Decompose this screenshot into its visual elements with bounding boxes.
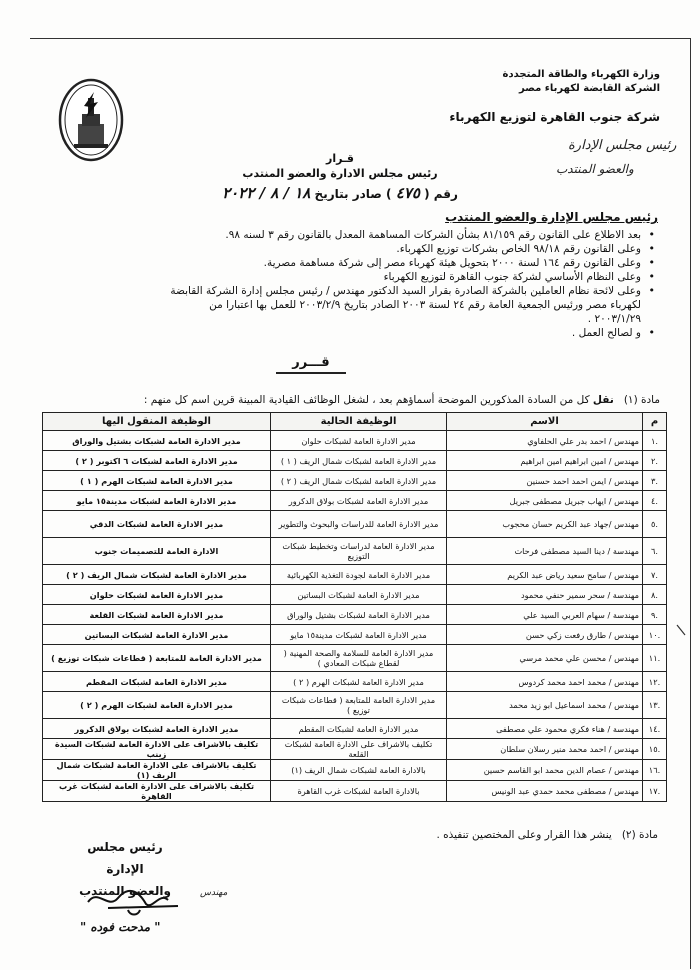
table-row bbox=[43, 692, 667, 719]
table-row bbox=[43, 511, 667, 538]
new-position: مدير الادارة العامة لشبكات المقطم bbox=[43, 672, 271, 692]
signatory-name: " مدحت فوده " bbox=[80, 920, 161, 934]
article-2-text: ينشر هذا القرار وعلى المختصين تنفيذه . bbox=[436, 829, 612, 841]
current-position: بالادارة العامة لشبكات شمال الريف (١) bbox=[271, 760, 447, 781]
current-position: مدير الادارة العامة لشبكات البساتين bbox=[271, 585, 447, 605]
decision-title-block bbox=[210, 152, 470, 202]
table-row bbox=[43, 625, 667, 645]
current-position: مدير الادارة العامة لجودة التغذية الكهربائية bbox=[271, 565, 447, 585]
ministry-name: وزارة الكهرباء والطاقة المتجددة bbox=[502, 69, 660, 80]
transfers-table bbox=[42, 412, 667, 802]
preamble-item: • وعلى القانون رقم ١٦٤ لسنة ٢٠٠٠ بتحويل هيئة كهرباء مصر إلى شركة مساهمة مصرية. bbox=[35, 256, 655, 270]
current-position: مدير الادارة العامة لشبكات الهرم ( ٢ ) bbox=[271, 672, 447, 692]
row-number: .١٥ bbox=[643, 739, 667, 760]
row-number: .١ bbox=[643, 431, 667, 451]
article-1-text: كل من السادة المذكورين الموضحة أسماؤهم بعد ، لشغل الوظائف القيادية المبينة قرين اسم كل منهم : bbox=[143, 394, 590, 406]
row-number: .٤ bbox=[643, 491, 667, 511]
person-name: مهندس / احمد بدر علي الحلفاوي bbox=[447, 431, 643, 451]
person-name: مهندس / محمد احمد محمد كردوس bbox=[447, 672, 643, 692]
number-suffix: ) صادر بتاريخ bbox=[314, 187, 392, 201]
signature-eng-prefix: مهندس bbox=[200, 888, 228, 898]
new-position: مدير الادارة العامة للمتابعة ( قطاعات شبكات توزيع ) bbox=[43, 645, 271, 672]
decision-number-line bbox=[210, 184, 470, 202]
person-name: مهندس / احمد محمد منير رسلان سلطان bbox=[447, 739, 643, 760]
row-number: .١٣ bbox=[643, 692, 667, 719]
new-position: تكليف بالاشراف على الادارة العامة لشبكات السيدة زينب bbox=[43, 739, 271, 760]
row-number: .١١ bbox=[643, 645, 667, 672]
row-number: .٩ bbox=[643, 605, 667, 625]
signature-title-line2: والعضو المنتدب bbox=[79, 884, 171, 898]
new-position: مدير الادارة العامة لشبكات الدقي bbox=[43, 511, 271, 538]
preamble-continuation: لكهرباء مصر ورئيس الجمعية العامة رقم ٢٤ لسنة ٢٠٠٣ الصادر بتاريخ ٢٠٠٣/٢/٩ للعمل بها اعتبارا من bbox=[209, 299, 641, 311]
current-position: تكليف بالاشراف على الادارة العامة لشبكات القلعة bbox=[271, 739, 447, 760]
handwritten-title: رئيس مجلس الإدارة bbox=[568, 138, 677, 153]
company-logo bbox=[58, 78, 124, 162]
new-position: مدير الادارة العامة لشبكات الهرم ( ٢ ) bbox=[43, 692, 271, 719]
row-number: .١٢ bbox=[643, 672, 667, 692]
decision-date: ١٨ / ٨ / ٢٠٢٢ bbox=[222, 184, 311, 202]
col-header-new-job: الوظيفة المنقول اليها bbox=[43, 413, 271, 431]
table-row bbox=[43, 471, 667, 491]
current-position: مدير الادارة العامة لشبكات شمال الريف ( ١ ) bbox=[271, 451, 447, 471]
row-number: .٥ bbox=[643, 511, 667, 538]
person-name: مهندسة / سهام العربي السيد علي bbox=[447, 605, 643, 625]
row-number: .٢ bbox=[643, 451, 667, 471]
new-position: مدير الادارة العامة لشبكات الهرم ( ١ ) bbox=[43, 471, 271, 491]
new-position: مدير الادارة العامة لشبكات بولاق الدكرور bbox=[43, 719, 271, 739]
company-name: شركة جنوب القاهرة لتوزيع الكهرباء bbox=[449, 110, 660, 124]
table-body bbox=[43, 431, 667, 802]
margin-mark bbox=[676, 624, 686, 636]
preamble-item: • وعلى النظام الأساسي لشركة جنوب القاهرة لتوزيع الكهرباء bbox=[35, 270, 655, 284]
person-name: مهندس / ايمن احمد احمد حسنين bbox=[447, 471, 643, 491]
current-position: مدير الادارة العامة للسلامة والصحة المهنية ( لقطاع شبكات المعادي ) bbox=[271, 645, 447, 672]
new-position: مدير الادارة العامة لشبكات شمال الريف ( ٢ ) bbox=[43, 565, 271, 585]
col-header-number: م bbox=[643, 413, 667, 431]
table-row bbox=[43, 760, 667, 781]
current-position: مدير الادارة العامة لشبكات بولاق الدكرور bbox=[271, 491, 447, 511]
article-1-label: مادة (١) bbox=[623, 394, 660, 406]
preamble-continuation: ٢٠٠٣/١/٢٩ . bbox=[587, 313, 641, 325]
decision-title: قـرار bbox=[326, 152, 354, 165]
person-name: مهندس / عصام الدين محمد ابو القاسم حسين bbox=[447, 760, 643, 781]
row-number: .٦ bbox=[643, 538, 667, 565]
preamble-list bbox=[35, 228, 655, 340]
person-name: مهندس / محسن علي محمد مرسي bbox=[447, 645, 643, 672]
decision-issuer: رئيس مجلس الادارة والعضو المنتدب bbox=[242, 167, 438, 180]
current-position: بالادارة العامة لشبكات غرب القاهرة bbox=[271, 781, 447, 802]
current-position: مدير الادارة العامة لدراسات وتخطيط شبكات التوزيع bbox=[271, 538, 447, 565]
article-2 bbox=[436, 829, 658, 841]
preamble-item: • بعد الاطلاع على القانون رقم ٨١/١٥٩ بشأن الشركات المساهمة المعدل بالقانون رقم ٣ لسنه ٩٨. bbox=[35, 228, 655, 242]
article-1 bbox=[144, 394, 660, 406]
current-position: مدير الادارة العامة لشبكات بشتيل والوراق bbox=[271, 605, 447, 625]
table-row bbox=[43, 538, 667, 565]
row-number: .١٦ bbox=[643, 760, 667, 781]
col-header-name: الاسم bbox=[447, 413, 643, 431]
handwritten-signature bbox=[68, 880, 218, 920]
table-row bbox=[43, 491, 667, 511]
signature-title-line1: رئيس مجلس الإدارة bbox=[87, 840, 163, 876]
table-row bbox=[43, 672, 667, 692]
col-header-current-job: الوظيفة الحالية bbox=[271, 413, 447, 431]
person-name: مهندس / امين ابراهيم امين ابراهيم bbox=[447, 451, 643, 471]
person-name: مهندسة / سحر سمير حنفي محمود bbox=[447, 585, 643, 605]
preamble-heading: رئيس مجلس الإدارة والعضو المنتدب bbox=[445, 210, 658, 224]
row-number: .٣ bbox=[643, 471, 667, 491]
new-position: مدير الادارة العامة لشبكات بشتيل والوراق bbox=[43, 431, 271, 451]
decision-number: ٤٧٥ bbox=[395, 184, 420, 202]
person-name: مهندسة / هناء فكري محمود علي مصطفى bbox=[447, 719, 643, 739]
current-position: مدير الادارة العامة للدراسات والبحوث والتطوير bbox=[271, 511, 447, 538]
new-position: الادارة العامة للتصميمات جنوب bbox=[43, 538, 271, 565]
new-position: مدير الادارة العامة لشبكات حلوان bbox=[43, 585, 271, 605]
person-name: مهندس /جهاد عبد الكريم حسان محجوب bbox=[447, 511, 643, 538]
current-position: مدير الادارة العامة لشبكات مدينة١٥ مايو bbox=[271, 625, 447, 645]
table-row bbox=[43, 645, 667, 672]
table-row bbox=[43, 781, 667, 802]
current-position: مدير الادارة العامة لشبكات شمال الريف ( ٢ ) bbox=[271, 471, 447, 491]
table-row bbox=[43, 431, 667, 451]
new-position: تكليف بالاشراف على الادارة العامة لشبكات شمال الريف (١) bbox=[43, 760, 271, 781]
new-position: مدير الادارة العامة لشبكات مدينة١٥ مايو bbox=[43, 491, 271, 511]
holding-company-name: الشركة القابضة لكهرباء مصر bbox=[519, 83, 660, 94]
current-position: مدير الادارة العامة لشبكات حلوان bbox=[271, 431, 447, 451]
current-position: مدير الادارة العامة للمتابعة ( قطاعات شبكات توزيع ) bbox=[271, 692, 447, 719]
table-header-row bbox=[43, 413, 667, 431]
row-number: .١٧ bbox=[643, 781, 667, 802]
new-position: مدير الادارة العامة لشبكات القلعة bbox=[43, 605, 271, 625]
decree-heading: قـــرر bbox=[276, 355, 346, 374]
table-row bbox=[43, 451, 667, 471]
handwritten-subtitle: والعضو المنتدب bbox=[556, 162, 634, 176]
row-number: .١٤ bbox=[643, 719, 667, 739]
person-name: مهندس / سامح سعيد رياض عبد الكريم bbox=[447, 565, 643, 585]
current-position: مدير الادارة العامة لشبكات المقطم bbox=[271, 719, 447, 739]
letterhead bbox=[503, 68, 660, 96]
table-row bbox=[43, 565, 667, 585]
article-2-label: مادة (٢) bbox=[621, 829, 658, 841]
table-row bbox=[43, 719, 667, 739]
new-position: مدير الادارة العامة لشبكات ٦ اكتوبر ( ٢ ) bbox=[43, 451, 271, 471]
preamble-item: • وعلى لائحة نظام العاملين بالشركة الصادرة بقرار السيد الدكتور مهندس / رئيس مجلس إدارة الشركة القابضة bbox=[35, 284, 655, 298]
row-number: .١٠ bbox=[643, 625, 667, 645]
table-row bbox=[43, 585, 667, 605]
person-name: مهندسة / دينا السيد مصطفى فرحات bbox=[447, 538, 643, 565]
person-name: مهندس / مصطفى محمد حمدي عبد الونيس bbox=[447, 781, 643, 802]
preamble-item: • وعلى القانون رقم ٩٨/١٨ الخاص بشركات توزيع الكهرباء. bbox=[35, 242, 655, 256]
new-position: تكليف بالاشراف على الادارة العامة لشبكات غرب القاهرة bbox=[43, 781, 271, 802]
table-row bbox=[43, 605, 667, 625]
row-number: .٧ bbox=[643, 565, 667, 585]
preamble-item: • و لصالح العمل . bbox=[35, 326, 655, 340]
article-1-verb: نقل bbox=[592, 394, 614, 406]
table-row bbox=[43, 739, 667, 760]
new-position: مدير الادارة العامة لشبكات البساتين bbox=[43, 625, 271, 645]
person-name: مهندس / طارق رفعت زكي حسن bbox=[447, 625, 643, 645]
person-name: مهندس / محمد اسماعيل ابو زيد محمد bbox=[447, 692, 643, 719]
row-number: .٨ bbox=[643, 585, 667, 605]
number-label: رقم ( bbox=[424, 187, 458, 201]
person-name: مهندس / ايهاب جبريل مصطفى جبريل bbox=[447, 491, 643, 511]
